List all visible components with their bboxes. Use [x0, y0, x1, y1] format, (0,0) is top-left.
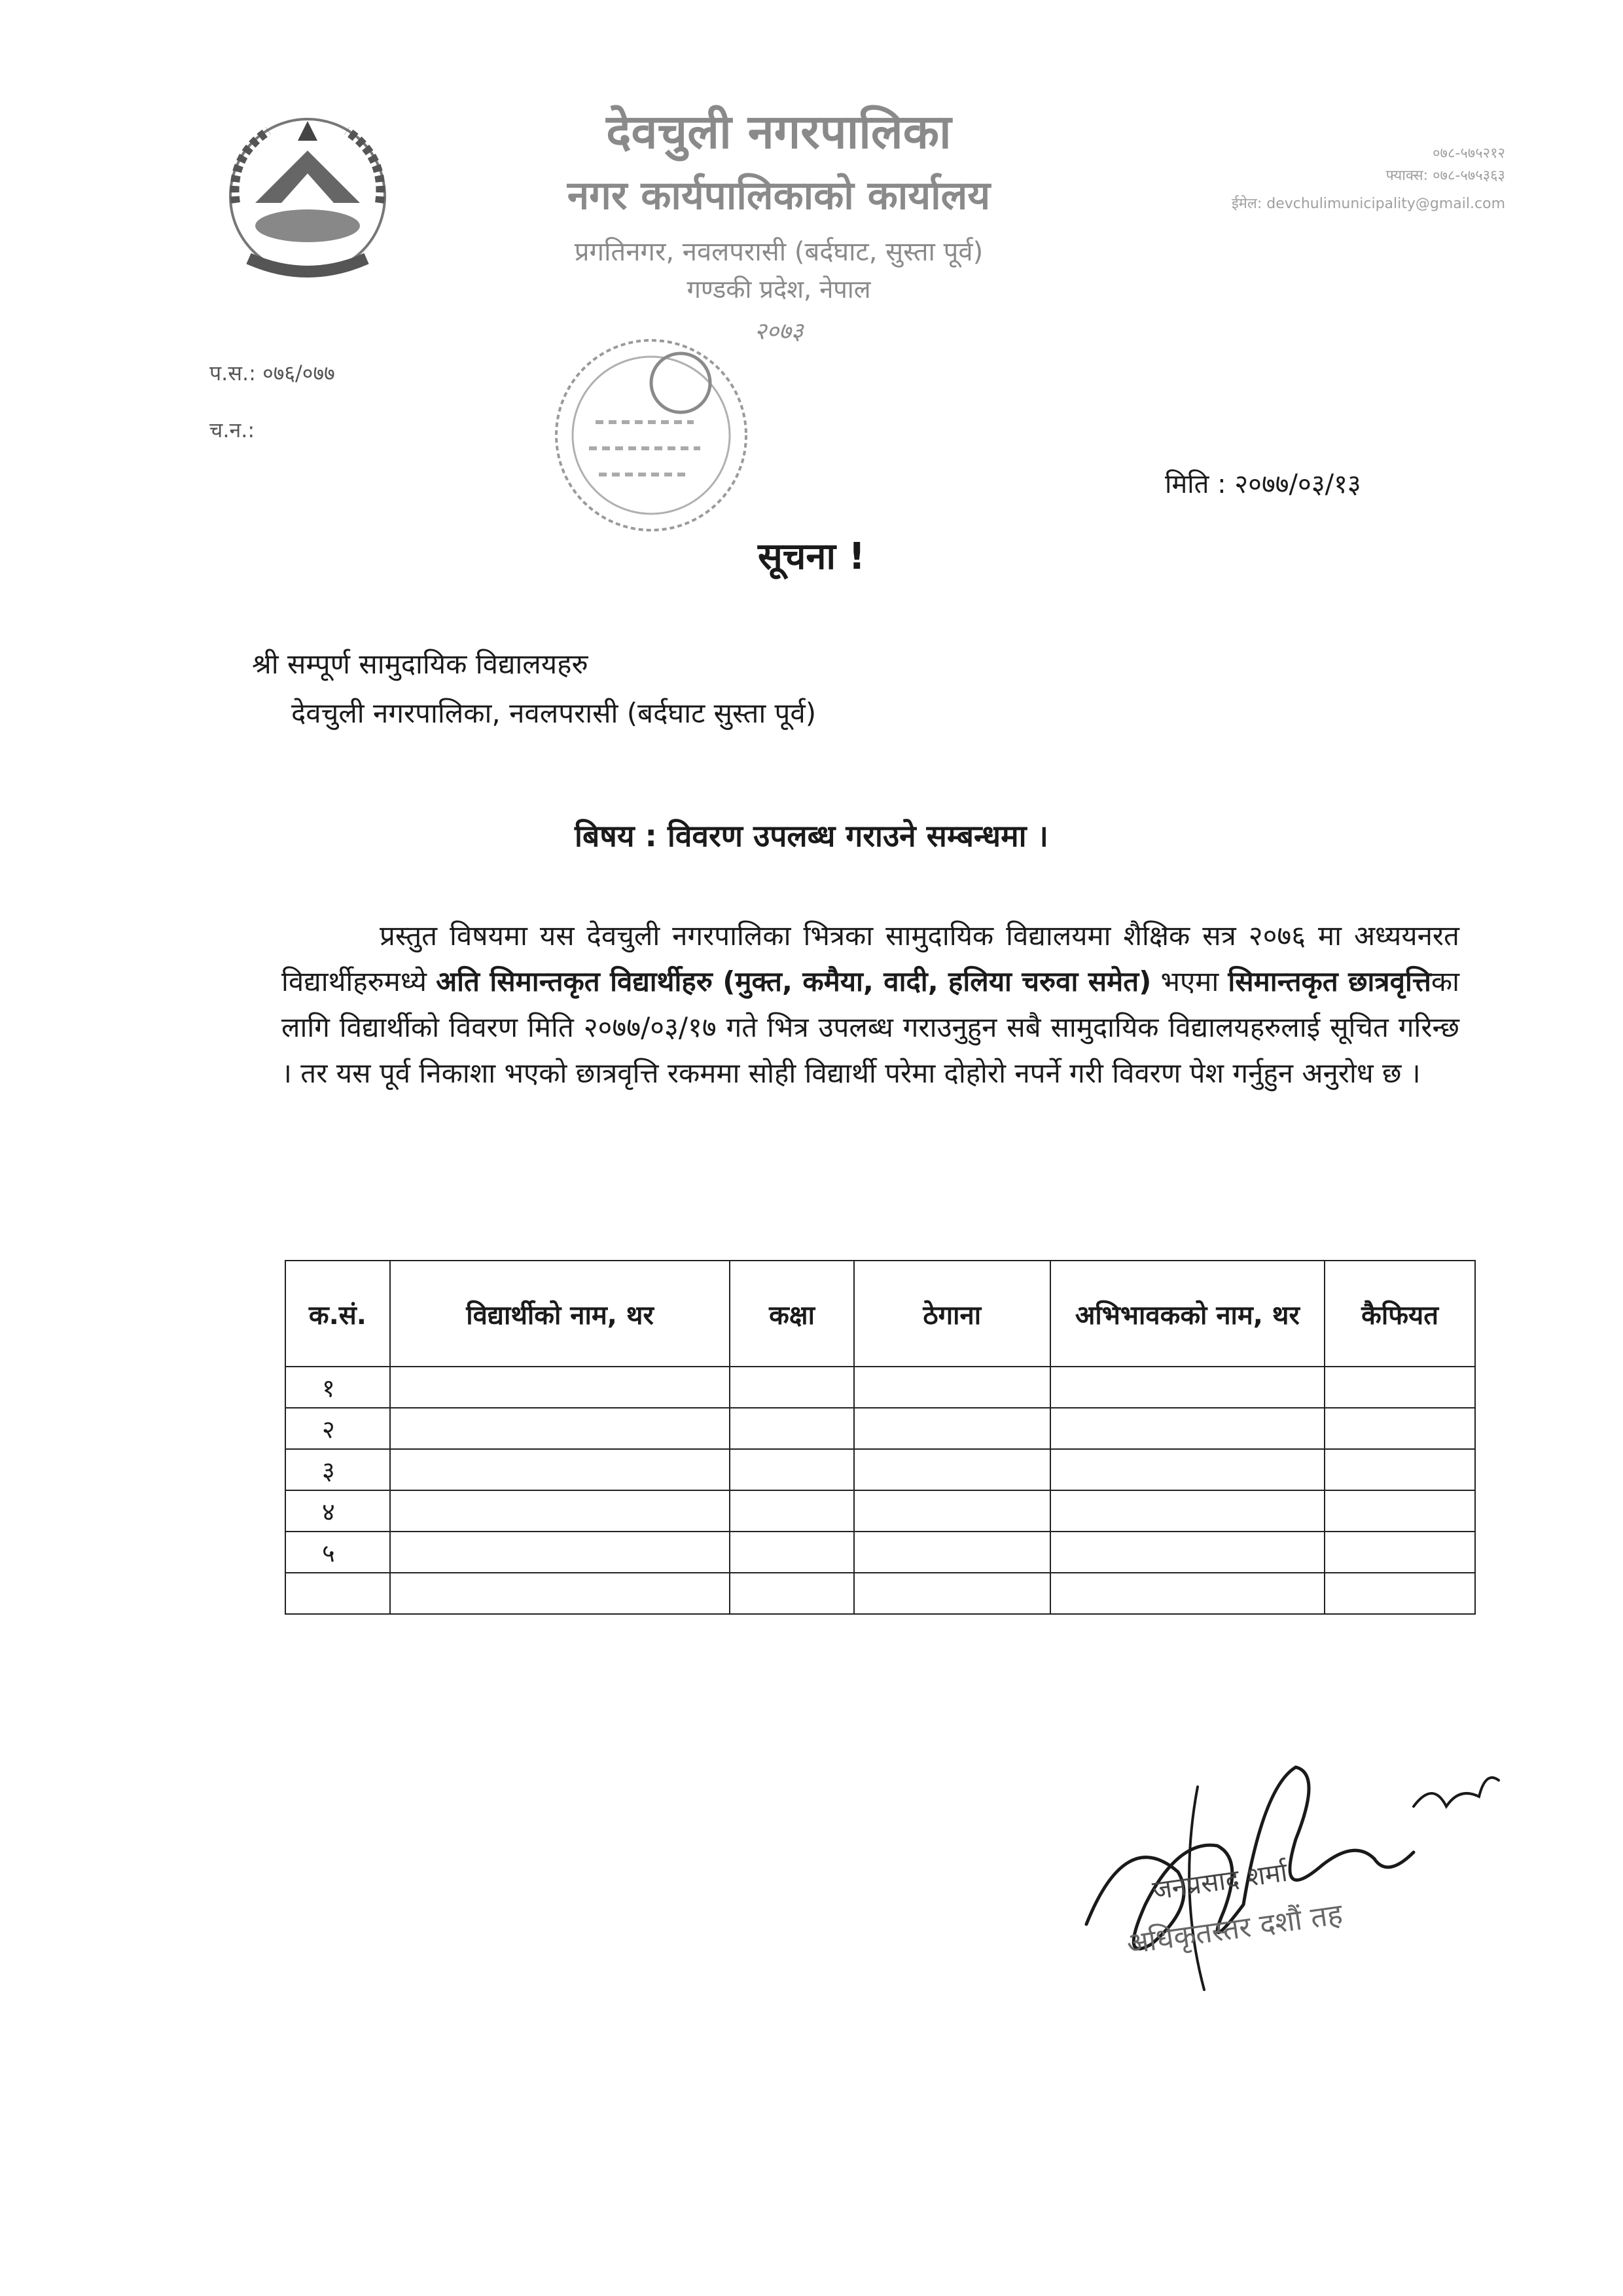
office-name: नगर कार्यपालिकाको कार्यालय [567, 173, 991, 219]
cell-address [854, 1367, 1050, 1408]
cell-remarks [1325, 1490, 1475, 1532]
office-address: प्रगतिनगर, नवलपरासी (बर्दघाट, सुस्ता पूर्व) [574, 237, 984, 267]
recipient-line-1: श्री सम्पूर्ण सामुदायिक विद्यालयहरु [252, 648, 588, 680]
row-serial: १ [285, 1367, 390, 1408]
cell-student-name [390, 1573, 730, 1614]
cell-student-name [390, 1367, 730, 1408]
office-seal-stamp [543, 331, 753, 547]
row-serial [285, 1573, 390, 1614]
header-remarks: कैफियत [1325, 1261, 1475, 1367]
student-details-table [285, 1260, 1476, 1615]
cell-remarks [1325, 1573, 1475, 1614]
row-serial: ३ [285, 1449, 390, 1490]
contact-phone: ०७८-५७५२१२ [1433, 145, 1505, 162]
header-student-name: विद्यार्थीको नाम, थर [390, 1261, 730, 1367]
cell-guardian-name [1050, 1408, 1325, 1449]
notice-body-paragraph [281, 913, 1459, 1096]
cell-guardian-name [1050, 1573, 1325, 1614]
cell-class [730, 1367, 854, 1408]
cell-address [854, 1408, 1050, 1449]
signatory-title: अधिकृतस्तर दशौं तह [1124, 1897, 1345, 1961]
row-serial: २ [285, 1408, 390, 1449]
body-text-part-3: का लागि विद्यार्थीको विवरण मिति २०७७/०३/१७ गते भित्र उपलब्ध गराउनुहुन सबै सामुदायिक विद्यालयहरुलाई सूचित गरिन्छ । तर यस पूर्व निकाशा भएको छात्रवृत्ति रकममा सोही विद्यार्थी परेमा दोहोरो नपर्ने गरी विवरण पेश गर्नुहुन अनुरोध छ । [281, 965, 1459, 1089]
table-row [285, 1449, 1475, 1490]
header-guardian-name: अभिभावकको नाम, थर [1050, 1261, 1325, 1367]
contact-email: ईमेल: devchulimunicipality@gmail.com [1231, 196, 1505, 212]
body-bold-marginalized-students: अति सिमान्तकृत विद्यार्थीहरु (मुक्त, कमैया, वादी, हलिया चरुवा समेत) [436, 965, 1152, 997]
table-row [285, 1408, 1475, 1449]
row-serial: ५ [285, 1532, 390, 1573]
nepal-emblem-logo [209, 105, 406, 295]
cell-address [854, 1532, 1050, 1573]
cell-student-name [390, 1449, 730, 1490]
cell-class [730, 1449, 854, 1490]
notice-heading: सूचना ! [757, 535, 866, 578]
cell-address [854, 1449, 1050, 1490]
cell-class [730, 1408, 854, 1449]
cell-student-name [390, 1490, 730, 1532]
cell-address [854, 1490, 1050, 1532]
row-serial: ४ [285, 1490, 390, 1532]
recipient-line-2: देवचुली नगरपालिका, नवलपरासी (बर्दघाट सुस्ता पूर्व) [291, 697, 817, 729]
cell-guardian-name [1050, 1490, 1325, 1532]
table-header-row [285, 1261, 1475, 1367]
header-serial-no: क.सं. [285, 1261, 390, 1367]
municipality-title: देवचुली नगरपालिका [606, 104, 952, 159]
cell-student-name [390, 1408, 730, 1449]
subject-line: बिषय : विवरण उपलब्ध गराउने सम्बन्धमा । [575, 818, 1048, 853]
established-year: २०७३ [754, 318, 804, 345]
table-row [285, 1532, 1475, 1573]
cell-class [730, 1532, 854, 1573]
cell-guardian-name [1050, 1367, 1325, 1408]
cell-remarks [1325, 1367, 1475, 1408]
table-row [285, 1490, 1475, 1532]
cell-remarks [1325, 1408, 1475, 1449]
table-row [285, 1573, 1475, 1614]
header-address: ठेगाना [854, 1261, 1050, 1367]
contact-fax: फ्याक्स: ०७८-५७५३६३ [1385, 168, 1505, 184]
cell-class [730, 1490, 854, 1532]
cell-student-name [390, 1532, 730, 1573]
reference-number: प.स.: ०७६/०७७ [209, 361, 335, 386]
cell-remarks [1325, 1449, 1475, 1490]
letter-date: मिति : २०७७/०३/१३ [1165, 469, 1361, 499]
cell-remarks [1325, 1532, 1475, 1573]
body-text-part-1: प्रस्तुत विषयमा यस देवचुली नगरपालिका भित्रका सामुदायिक विद्यालयमा शैक्षिक सत्र २०७६ मा अध्ययनरत विद्यार्थीहरुमध्ये [281, 920, 1459, 997]
cell-guardian-name [1050, 1532, 1325, 1573]
table-row [285, 1367, 1475, 1408]
cell-class [730, 1573, 854, 1614]
body-text-part-2: भएमा [1151, 965, 1228, 997]
dispatch-number: च.न.: [209, 418, 255, 442]
cell-address [854, 1573, 1050, 1614]
province-line: गण्डकी प्रदेश, नेपाल [687, 275, 871, 304]
body-bold-scholarship: सिमान्तकृत छात्रवृत्ति [1228, 965, 1431, 997]
signatory-name: जनप्रसाद शर्मा [1150, 1857, 1290, 1907]
cell-guardian-name [1050, 1449, 1325, 1490]
header-class: कक्षा [730, 1261, 854, 1367]
